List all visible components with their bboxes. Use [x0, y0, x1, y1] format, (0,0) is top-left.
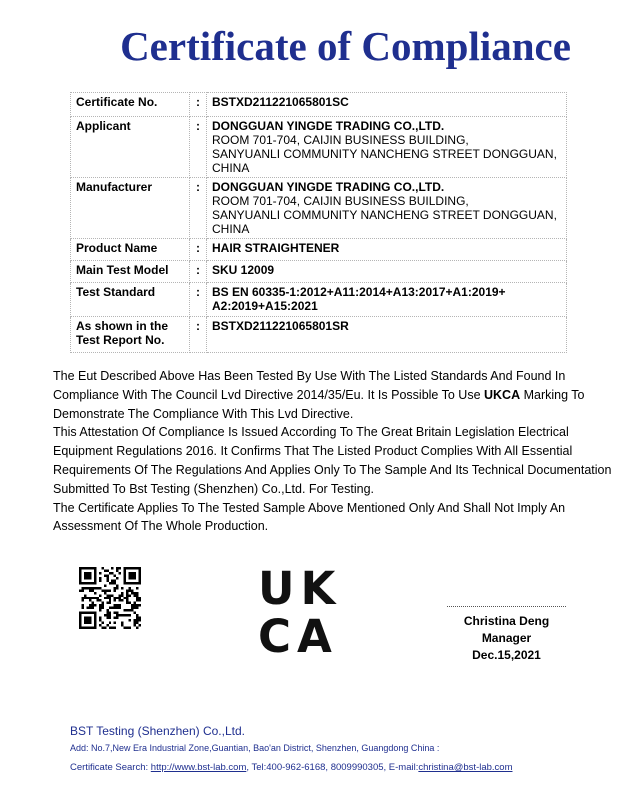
field-label: Main Test Model [71, 261, 190, 283]
info-row [71, 117, 567, 178]
info-row [71, 239, 567, 261]
field-value [207, 261, 567, 283]
field-value-line: ROOM 701-704, CAIJIN BUSINESS BUILDING, [212, 194, 469, 208]
field-value [207, 178, 567, 239]
field-value-line: BS EN 60335-1:2012+A11:2014+A13:2017+A1:2019+ [212, 285, 506, 299]
field-label-line: Test Report No. [76, 333, 165, 347]
statement-paragraph-1 [53, 367, 613, 423]
field-value-line: CHINA [212, 161, 250, 175]
info-row [71, 178, 567, 239]
field-value [207, 283, 567, 317]
field-value-line: SANYUANLI COMMUNITY NANCHENG STREET DONGGUAN, [212, 147, 557, 161]
field-colon: : [190, 317, 207, 353]
statement-paragraph-3: The Certificate Applies To The Tested Sample Above Mentioned Only And Shall Not Imply An Assessment Of The Whole Production. [53, 500, 566, 534]
certificate-info-table [70, 92, 567, 353]
info-row [71, 93, 567, 117]
field-label: Applicant [71, 117, 190, 178]
footer-company: BST Testing (Shenzhen) Co.,Ltd. [70, 724, 245, 738]
contact-text: , Tel:400-962-6168, 8009990305, E-mail: [246, 762, 419, 773]
search-prefix: Certificate Search: [70, 762, 151, 773]
compliance-statement [53, 367, 613, 536]
signatory-role: Manager [481, 631, 532, 645]
field-value [207, 317, 567, 353]
field-label-line: As shown in the [76, 319, 169, 333]
ukca-logo-bottom: CA [258, 610, 338, 654]
field-colon: : [190, 283, 207, 317]
field-label: Certificate No. [71, 93, 190, 117]
issue-date: Dec.15,2021 [472, 648, 541, 662]
certificate-title: Certificate of Compliance [120, 23, 571, 69]
field-value-line: DONGGUAN YINGDE TRADING CO.,LTD. [212, 180, 445, 194]
signatory-name: Christina Deng [463, 614, 550, 628]
field-value [207, 93, 567, 117]
field-label: Manufacturer [71, 178, 190, 239]
field-value-line: BSTXD211221065801SR [212, 319, 349, 333]
info-row [71, 261, 567, 283]
field-value-line: BSTXD211221065801SC [212, 95, 349, 109]
statement-text: Marking To Demonstrate The Compliance With This Lvd Directive. [53, 387, 585, 421]
ukca-logo [258, 566, 350, 654]
info-row [71, 283, 567, 317]
field-label [71, 317, 190, 353]
field-value-line: HAIR STRAIGHTENER [212, 241, 340, 255]
field-value-line: SANYUANLI COMMUNITY NANCHENG STREET DONGGUAN, [212, 208, 557, 222]
footer-address: Add: No.7,New Era Industrial Zone,Guantian, Bao'an District, Shenzhen, Guangdong China : [70, 743, 440, 753]
field-value-line: DONGGUAN YINGDE TRADING CO.,LTD. [212, 119, 445, 133]
field-colon: : [190, 261, 207, 283]
field-label: Product Name [71, 239, 190, 261]
statement-text: The Eut Described Above Has Been Tested By Use With The Listed Standards And Found In Compliance With The Council Lvd Directive 2014/35/Eu. It Is Possible To Use [53, 369, 566, 402]
field-colon: : [190, 93, 207, 117]
email-link[interactable]: christina@bst-lab.com [418, 762, 513, 773]
field-colon: : [190, 239, 207, 261]
field-colon: : [190, 178, 207, 239]
info-row [71, 317, 567, 353]
field-value [207, 239, 567, 261]
qr-code-icon [79, 567, 141, 629]
field-value-line: SKU 12009 [212, 263, 275, 277]
website-link[interactable]: http://www.bst-lab.com [150, 762, 247, 773]
field-value-line: CHINA [212, 222, 250, 236]
ukca-logo-top: UK [258, 566, 342, 615]
field-value [207, 117, 567, 178]
field-value-line: A2:2019+A15:2021 [212, 299, 318, 313]
field-value-line: ROOM 701-704, CAIJIN BUSINESS BUILDING, [212, 133, 469, 147]
statement-paragraph-2: This Attestation Of Compliance Is Issued According To The Great Britain Legislation Electrical Equipment Regulations 2016. It Confirms That The Listed Product Complies With All Essential Requirements Of The Regulations And Applies Only To The Sample And Its Technical Documentation Submitted To Bst Testing (Shenzhen) Co.,Ltd. For Testing. [53, 425, 612, 496]
field-label: Test Standard [71, 283, 190, 317]
signature-block [430, 613, 583, 664]
signature-line [447, 606, 566, 607]
field-colon: : [190, 117, 207, 178]
ukca-mark-text: UKCA [484, 387, 521, 402]
footer-search [70, 762, 513, 773]
